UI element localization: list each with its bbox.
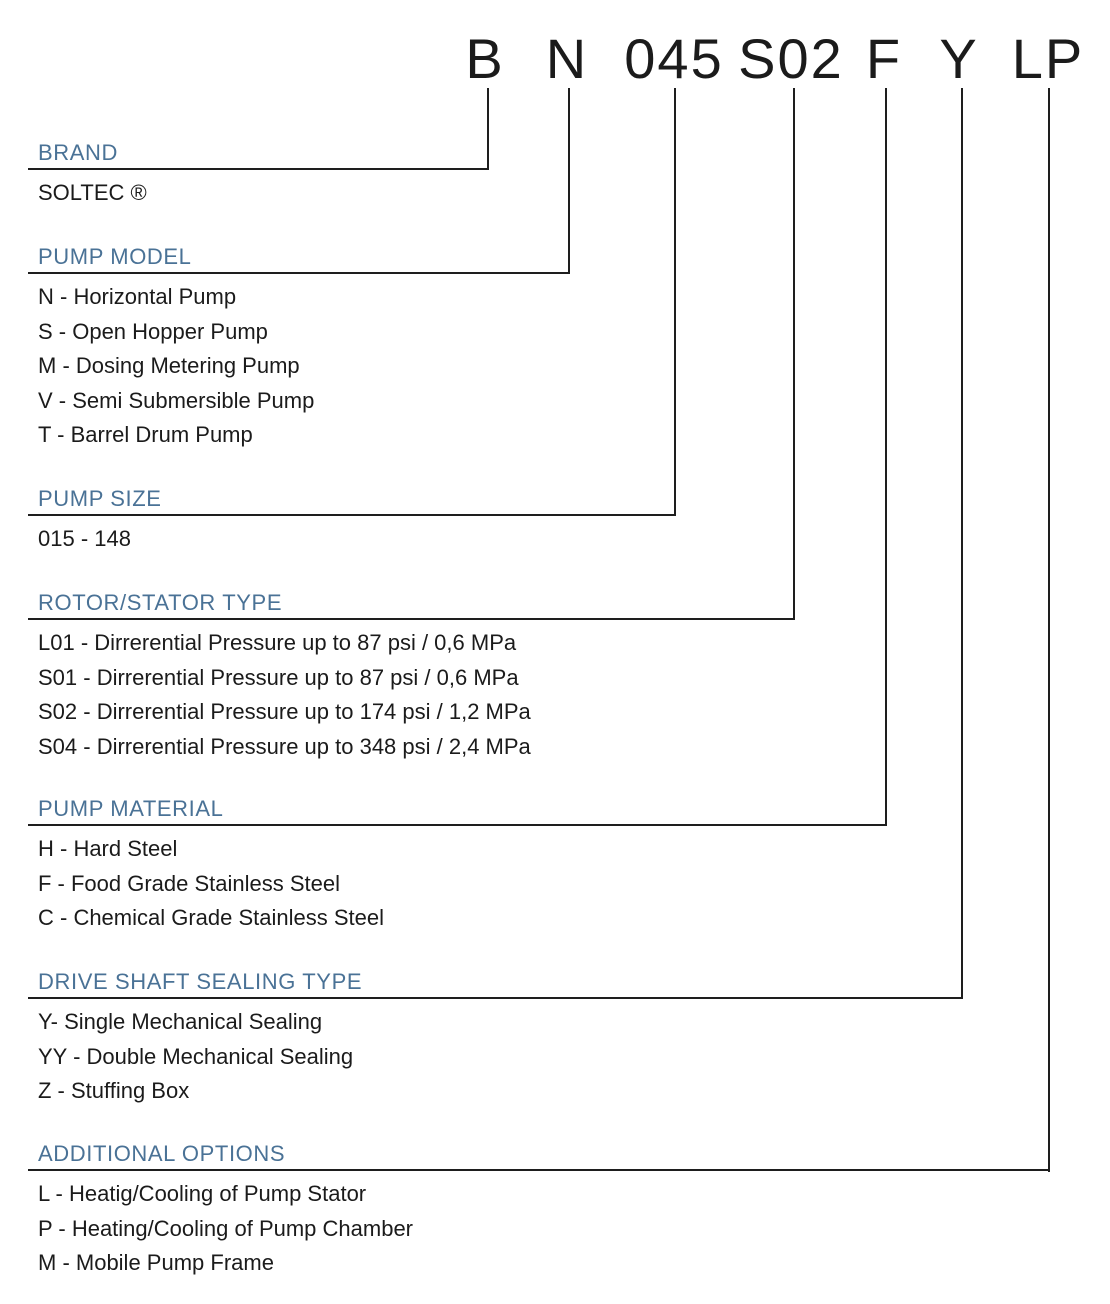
connector-line-rotor bbox=[793, 88, 795, 620]
section-pump-size bbox=[28, 486, 676, 557]
list-item: SOLTEC ® bbox=[38, 180, 147, 205]
section-additional-options bbox=[28, 1141, 1050, 1281]
list-item: C - Chemical Grade Stainless Steel bbox=[38, 905, 385, 930]
connector-line-sealing bbox=[961, 88, 963, 999]
list-item: H - Hard Steel bbox=[38, 836, 178, 861]
connector-line-options bbox=[1048, 88, 1050, 1172]
list-item: YY - Double Mechanical Sealing bbox=[38, 1043, 354, 1069]
section-pump-material bbox=[28, 796, 887, 936]
section-pump-model bbox=[28, 244, 570, 453]
code-segment-rotor: S02 bbox=[738, 27, 844, 90]
list-item: 015 - 148 bbox=[38, 526, 131, 551]
connector-line-material bbox=[885, 88, 887, 826]
connector-line-size bbox=[674, 88, 676, 515]
section-rule bbox=[28, 618, 795, 620]
section-title: BRAND bbox=[38, 140, 119, 165]
section-drive-shaft-sealing-type bbox=[28, 969, 963, 1109]
list-item: F - Food Grade Stainless Steel bbox=[38, 870, 341, 896]
section-rule bbox=[28, 272, 570, 274]
list-item: S - Open Hopper Pump bbox=[38, 318, 268, 344]
section-title: PUMP SIZE bbox=[38, 486, 162, 511]
list-item: V - Semi Submersible Pump bbox=[38, 387, 315, 413]
list-item: S04 - Dirrerential Pressure up to 348 psi / 2,4 MPa bbox=[38, 733, 531, 759]
section-title: ADDITIONAL OPTIONS bbox=[38, 1141, 286, 1166]
section-items bbox=[38, 1005, 963, 1109]
list-item: Z - Stuffing Box bbox=[38, 1078, 190, 1103]
section-title: ROTOR/STATOR TYPE bbox=[38, 590, 283, 615]
section-rule bbox=[28, 168, 489, 170]
section-rotor-stator-type bbox=[28, 590, 795, 764]
list-item: M - Dosing Metering Pump bbox=[38, 353, 300, 378]
code-segment-model: N bbox=[545, 27, 589, 90]
section-items bbox=[38, 280, 570, 453]
list-item: S02 - Dirrerential Pressure up to 174 psi / 1,2 MPa bbox=[38, 699, 531, 724]
section-title: DRIVE SHAFT SEALING TYPE bbox=[38, 969, 363, 994]
section-rule bbox=[28, 1169, 1050, 1171]
section-rule bbox=[28, 824, 887, 826]
section-rule bbox=[28, 514, 676, 516]
code-segment-options: LP bbox=[1011, 27, 1085, 90]
section-title: PUMP MATERIAL bbox=[38, 796, 224, 821]
section-items bbox=[38, 522, 676, 557]
list-item: Y- Single Mechanical Sealing bbox=[38, 1009, 323, 1034]
section-title: PUMP MODEL bbox=[38, 244, 192, 269]
list-item: M - Mobile Pump Frame bbox=[38, 1250, 274, 1275]
code-segment-brand: B bbox=[465, 27, 505, 90]
code-segment-material: F bbox=[865, 27, 903, 90]
section-items bbox=[38, 176, 489, 211]
code-segment-sealing: Y bbox=[939, 27, 979, 90]
section-items bbox=[38, 1177, 1050, 1281]
list-item: P - Heating/Cooling of Pump Chamber bbox=[38, 1215, 414, 1241]
code-segment-size: 045 bbox=[624, 27, 724, 90]
section-brand bbox=[28, 140, 489, 211]
list-item: T - Barrel Drum Pump bbox=[38, 422, 253, 447]
section-rule bbox=[28, 997, 963, 999]
list-item: L01 - Dirrerential Pressure up to 87 psi / 0,6 MPa bbox=[38, 630, 517, 655]
section-items bbox=[38, 626, 795, 764]
list-item: N - Horizontal Pump bbox=[38, 284, 237, 309]
list-item: S01 - Dirrerential Pressure up to 87 psi / 0,6 MPa bbox=[38, 664, 519, 690]
list-item: L - Heatig/Cooling of Pump Stator bbox=[38, 1181, 367, 1206]
section-items bbox=[38, 832, 887, 936]
